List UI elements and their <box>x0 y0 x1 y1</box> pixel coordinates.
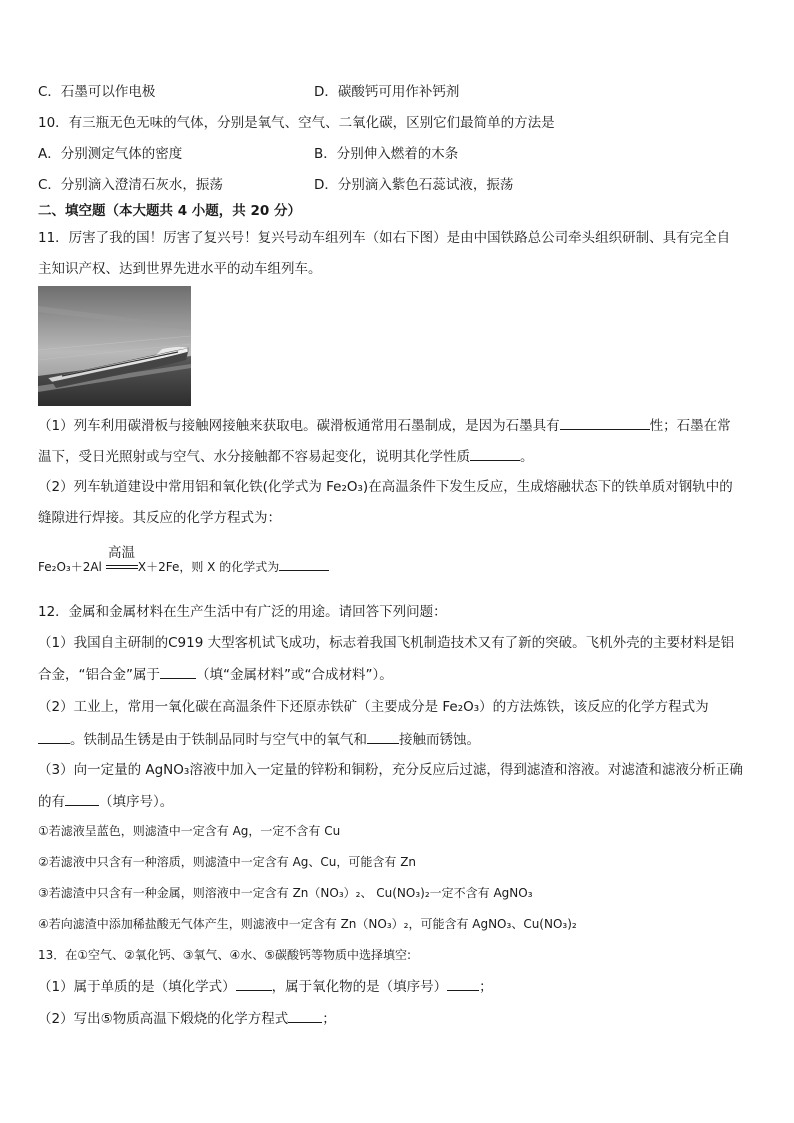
high-speed-train-photo <box>38 286 191 406</box>
equation-right: X＋2Fe，则 X 的化学式为 <box>137 560 280 574</box>
q10-stem: 10．有三瓶无色无味的气体，分别是氧气、空气、二氧化碳，区别它们最简单的方法是 <box>38 115 555 131</box>
answer-blank[interactable] <box>288 1009 322 1023</box>
q12-part2-line2 <box>38 730 480 749</box>
q13-stem: 13．在①空气、②氧化钙、③氧气、④水、⑤碳酸钙等物质中选择填空: <box>38 948 412 962</box>
q9-option-d: D．碳酸钙可用作补钙剂 <box>314 84 460 100</box>
answer-blank[interactable] <box>560 416 650 430</box>
q12-stem: 12．金属和金属材料在生产生活中有广泛的用途。请回答下列问题： <box>38 604 447 620</box>
q12-part3-line2 <box>38 792 173 811</box>
q12-option-3: ③若滤渣中只含有一种金属，则溶液中一定含有 Zn（NO₃）₂、 Cu(NO₃)₂一定不含有 AgNO₃ <box>38 886 533 900</box>
answer-blank[interactable] <box>160 665 196 679</box>
q12-option-4: ④若向滤渣中添加稀盐酸无气体产生，则滤液中一定含有 Zn（NO₃）₂，可能含有 AgNO₃、Cu(NO₃)₂ <box>38 917 577 931</box>
equation-condition: 高温 <box>108 545 135 561</box>
q12-part3-text-a: 的有 <box>38 794 65 810</box>
answer-blank[interactable] <box>236 977 272 991</box>
q11-part1-text-d: 。 <box>520 449 534 465</box>
q11-equation <box>38 557 329 576</box>
q11-part1-line1 <box>38 416 731 435</box>
q12-part1-line2 <box>38 665 393 684</box>
q13-part1-text-c: ； <box>479 979 493 995</box>
q10-option-a: A．分别测定气体的密度 <box>38 146 183 162</box>
answer-blank[interactable] <box>38 730 70 744</box>
q11-stem-line1: 11．厉害了我的国！厉害了复兴号！复兴号动车组列车（如右下图）是由中国铁路总公司牵头组织研制、具有完全自 <box>38 230 731 246</box>
q12-part3-line1: （3）向一定量的 AgNO₃溶液中加入一定量的锌粉和铜粉，充分反应后过滤，得到滤渣和溶液。对滤渣和滤液分析正确 <box>38 762 743 778</box>
q12-part1-text-b: （填“金属材料”或“合成材料”）。 <box>196 667 393 683</box>
answer-blank[interactable] <box>367 730 399 744</box>
q11-part2-line1: （2）列车轨道建设中常用铝和氧化铁(化学式为 Fe₂O₃)在高温条件下发生反应，生成熔融状态下的铁单质对钢轨中的 <box>38 479 733 495</box>
answer-blank[interactable] <box>447 977 479 991</box>
q13-part2-text-a: （2）写出⑤物质高温下煅烧的化学方程式 <box>38 1011 289 1027</box>
q11-part1-text-a: （1）列车利用碳滑板与接触网接触来获取电。碳滑板通常用石墨制成，是因为石墨具有 <box>38 418 560 434</box>
answer-blank[interactable] <box>470 447 520 461</box>
q10-option-b: B．分别伸入燃着的木条 <box>314 146 459 162</box>
q13-part2-text-b: ； <box>322 1011 336 1027</box>
q13-part2 <box>38 1009 336 1028</box>
q11-part1-line2 <box>38 447 534 466</box>
q13-part1-text-b: ，属于氧化物的是（填序号） <box>271 979 448 995</box>
q12-part2-text-a: 。铁制品生锈是由于铁制品同时与空气中的氧气和 <box>70 732 367 748</box>
q10-option-c: C．分别滴入澄清石灰水，振荡 <box>38 177 223 193</box>
answer-blank[interactable] <box>279 557 329 571</box>
q11-part1-text-c: 温下，受日光照射或与空气、水分接触都不容易起变化，说明其化学性质 <box>38 449 470 465</box>
q12-part3-text-b: （填序号）。 <box>99 794 174 810</box>
q13-part1-text-a: （1）属于单质的是（填化学式） <box>38 979 236 995</box>
q12-part2-line1: （2）工业上，常用一氧化碳在高温条件下还原赤铁矿（主要成分是 Fe₂O₃）的方法炼铁，该反应的化学方程式为 <box>38 699 709 715</box>
q12-part2-text-b: 接触而锈蚀。 <box>399 732 480 748</box>
equation-left: Fe₂O₃＋2Al <box>38 560 102 574</box>
answer-blank[interactable] <box>65 792 99 806</box>
q11-part1-text-b: 性；石墨在常 <box>649 418 731 434</box>
q12-part1-line1: （1）我国自主研制的C919 大型客机试飞成功，标志着我国飞机制造技术又有了新的突破。飞机外壳的主要材料是铝 <box>38 635 735 651</box>
q12-option-2: ②若滤液中只含有一种溶质，则滤渣中一定含有 Ag、Cu，可能含有 Zn <box>38 855 417 869</box>
q13-part1 <box>38 977 493 996</box>
q10-option-d: D．分别滴入紫色石蕊试液，振荡 <box>314 177 514 193</box>
q11-part2-line2: 缝隙进行焊接。其反应的化学方程式为： <box>38 510 281 526</box>
q9-option-c: C．石墨可以作电极 <box>38 84 156 100</box>
q12-part1-text-a: 合金，“铝合金”属于 <box>38 667 160 683</box>
q12-option-1: ①若滤液呈蓝色，则滤渣中一定含有 Ag，一定不含有 Cu <box>38 824 341 838</box>
train-illustration <box>38 286 191 406</box>
q11-stem-line2: 主知识产权、达到世界先进水平的动车组列车。 <box>38 261 322 277</box>
section-title: 二、填空题（本大题共 4 小题，共 20 分） <box>38 203 301 219</box>
